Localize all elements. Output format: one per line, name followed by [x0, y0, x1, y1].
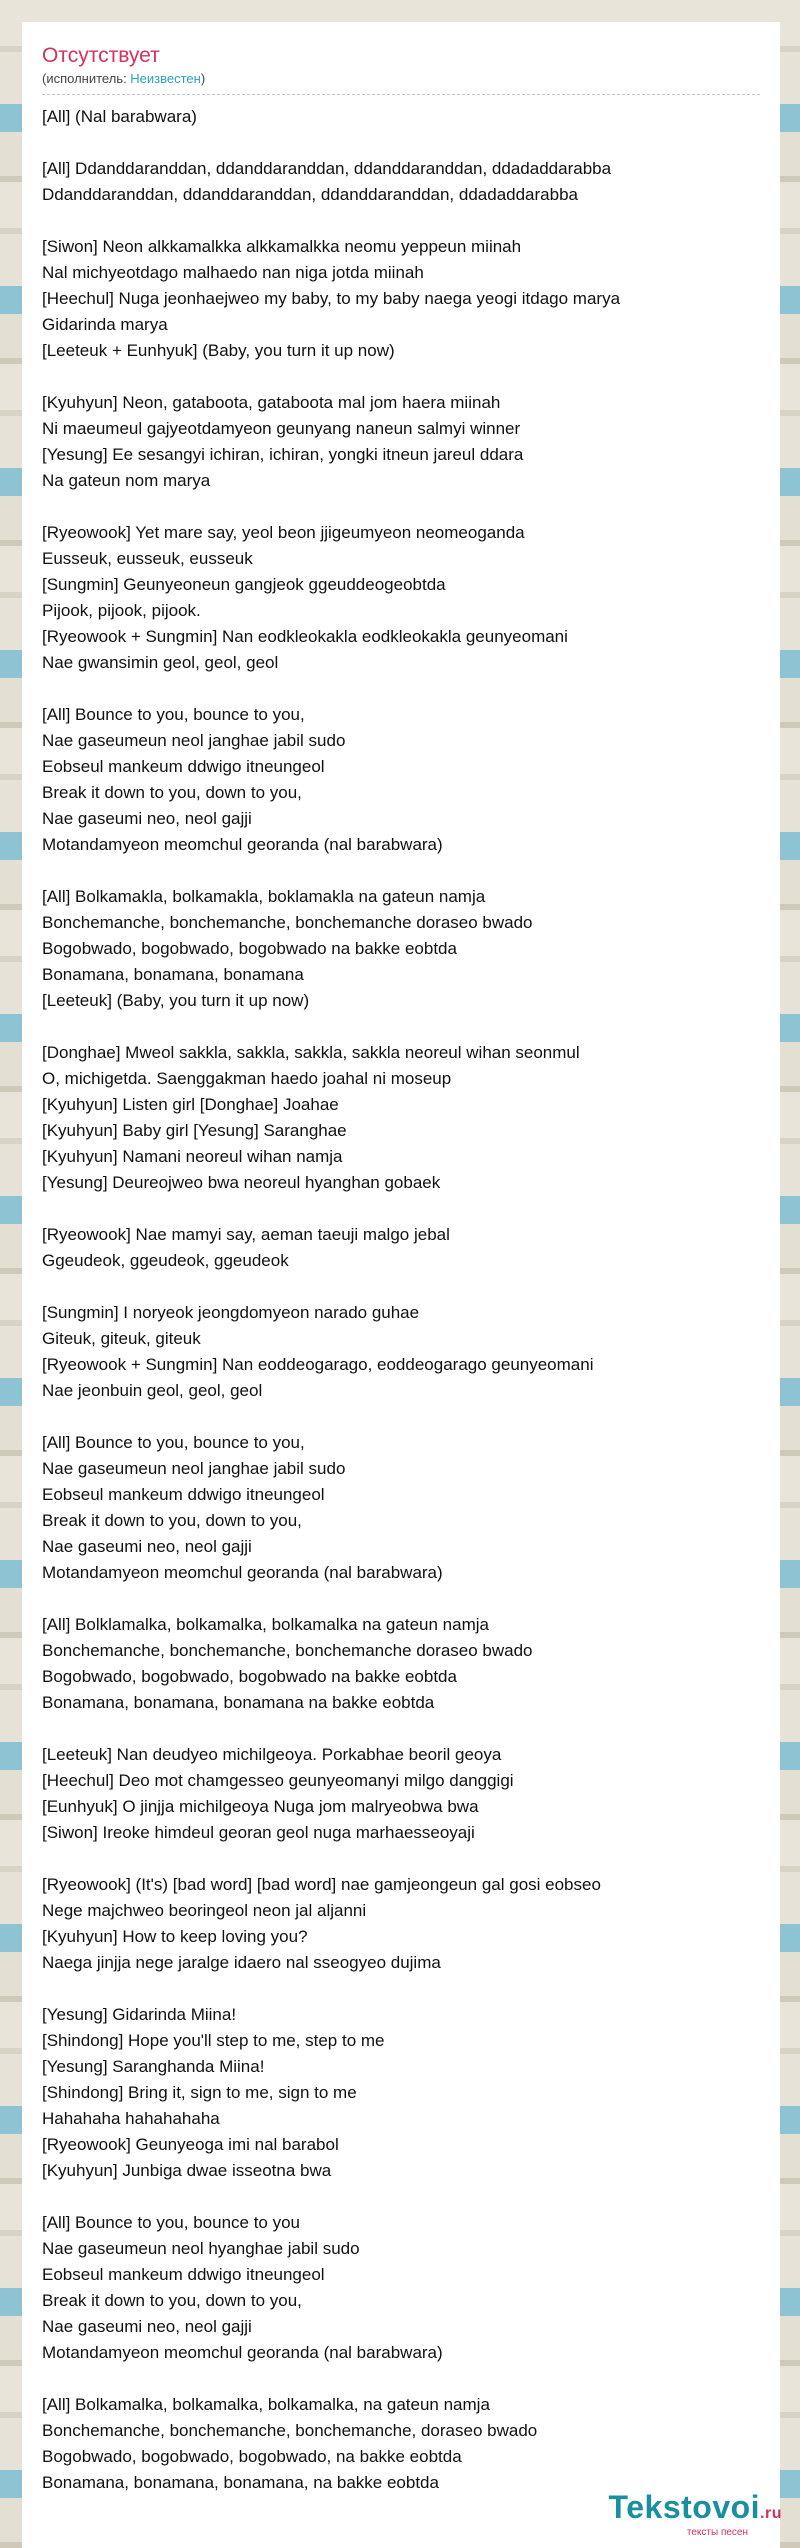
lyric-line: Motandamyeon meomchul georanda (nal barabwara) — [42, 1563, 443, 1582]
lyric-line: Ni maeumeul gajyeotdamyeon geunyang naneun salmyi winner — [42, 419, 521, 438]
lyric-line: [Ryeowook + Sungmin] Nan eodkleokakla eodkleokakla geunyeomani — [42, 627, 568, 646]
lyric-line: Bogobwado, bogobwado, bogobwado na bakke eobtda — [42, 939, 457, 958]
stanza-break — [42, 1586, 760, 1612]
lyric-line: Nege majchweo beoringeol neon jal aljanni — [42, 1901, 367, 1920]
lyric-line: [Kyuhyun] Listen girl [Donghae] Joahae — [42, 1095, 339, 1114]
artist-link[interactable]: Неизвестен — [130, 71, 201, 86]
lyric-line: Nal michyeotdago malhaedo nan niga jotda miinah — [42, 263, 424, 282]
lyric-line: [Ryeowook] (It's) [bad word] [bad word] nae gamjeongeun gal gosi eobseo — [42, 1875, 601, 1894]
watermark-brand-text: Tekstovoi — [608, 2489, 761, 2525]
lyric-line: [All] Bounce to you, bounce to you, — [42, 1433, 305, 1452]
lyric-line: [All] Bounce to you, bounce to you, — [42, 705, 305, 724]
stanza-break — [42, 858, 760, 884]
site-watermark-logo — [609, 2490, 782, 2538]
lyric-line: Nae gaseumeun neol janghae jabil sudo — [42, 1459, 346, 1478]
lyric-line: Bonamana, bonamana, bonamana, na bakke eobtda — [42, 2473, 439, 2492]
lyric-line: [All] (Nal barabwara) — [42, 107, 197, 126]
stanza-break — [42, 1274, 760, 1300]
stanza-break — [42, 1196, 760, 1222]
lyric-line: Nae gaseumi neo, neol gajji — [42, 809, 252, 828]
lyric-line: [Heechul] Deo mot chamgesseo geunyeomanyi milgo danggigi — [42, 1771, 514, 1790]
lyric-line: [Sungmin] I noryeok jeongdomyeon narado guhae — [42, 1303, 420, 1322]
lyric-line: [Yesung] Saranghanda Miina! — [42, 2057, 265, 2076]
lyric-line: [Eunhyuk] O jinjja michilgeoya Nuga jom malryeobwa bwa — [42, 1797, 479, 1816]
artist-line — [42, 71, 760, 95]
lyric-line: Eobseul mankeum ddwigo itneungeol — [42, 2265, 325, 2284]
lyric-line: [Leeteuk] Nan deudyeo michilgeoya. Porkabhae beoril geoya — [42, 1745, 502, 1764]
lyric-line: [Leeteuk] (Baby, you turn it up now) — [42, 991, 310, 1010]
lyric-line: [Kyuhyun] How to keep loving you? — [42, 1927, 308, 1946]
lyric-line: O, michigetda. Saenggakman haedo joahal ni moseup — [42, 1069, 452, 1088]
stanza-break — [42, 1014, 760, 1040]
lyric-line: Nae gaseumeun neol janghae jabil sudo — [42, 731, 346, 750]
stanza-break — [42, 1846, 760, 1872]
stanza-break — [42, 364, 760, 390]
watermark-tagline: тексты песен — [686, 2527, 748, 2538]
lyric-line: Giteuk, giteuk, giteuk — [42, 1329, 201, 1348]
stanza-break — [42, 2366, 760, 2392]
lyric-line: Gidarinda marya — [42, 315, 168, 334]
lyric-line: Naega jinjja nege jaralge idaero nal sseogyeo dujima — [42, 1953, 441, 1972]
lyric-line: [Leeteuk + Eunhyuk] (Baby, you turn it up now) — [42, 341, 395, 360]
lyric-line: Eusseuk, eusseuk, eusseuk — [42, 549, 253, 568]
lyric-line: [Yesung] Gidarinda Miina! — [42, 2005, 237, 2024]
lyric-line: [All] Bolklamalka, bolkamalka, bolkamalka na gateun namja — [42, 1615, 489, 1634]
lyric-line: [Siwon] Ireoke himdeul georan geol nuga marhaesseoyaji — [42, 1823, 475, 1842]
lyric-line: Motandamyeon meomchul georanda (nal barabwara) — [42, 835, 443, 854]
lyric-line: [Shindong] Hope you'll step to me, step to me — [42, 2031, 385, 2050]
lyric-line: Nae gaseumeun neol hyanghae jabil sudo — [42, 2239, 360, 2258]
lyric-line: Nae gaseumi neo, neol gajji — [42, 2317, 252, 2336]
lyric-line: [Ryeowook] Geunyeoga imi nal barabol — [42, 2135, 339, 2154]
lyric-line: Bonchemanche, bonchemanche, bonchemanche doraseo bwado — [42, 913, 533, 932]
watermark-tld: .ru — [760, 2505, 782, 2522]
lyric-line: Bonchemanche, bonchemanche, bonchemanche, doraseo bwado — [42, 2421, 538, 2440]
lyric-line: [Kyuhyun] Baby girl [Yesung] Saranghae — [42, 1121, 347, 1140]
lyric-line: [Ryeowook + Sungmin] Nan eoddeogarago, eoddeogarago geunyeomani — [42, 1355, 594, 1374]
lyric-line: [Shindong] Bring it, sign to me, sign to me — [42, 2083, 357, 2102]
stanza-break — [42, 676, 760, 702]
lyrics-body — [42, 104, 760, 2496]
lyric-line: Break it down to you, down to you, — [42, 1511, 302, 1530]
lyric-line: [Sungmin] Geunyeoneun gangjeok ggeuddeogeobtda — [42, 575, 446, 594]
lyric-line: Pijook, pijook, pijook. — [42, 601, 201, 620]
lyric-line: [Ryeowook] Yet mare say, yeol beon jjigeumyeon neomeoganda — [42, 523, 525, 542]
lyric-line: [Ryeowook] Nae mamyi say, aeman taeuji malgo jebal — [42, 1225, 450, 1244]
lyric-line: Eobseul mankeum ddwigo itneungeol — [42, 1485, 325, 1504]
lyric-line: [All] Bounce to you, bounce to you — [42, 2213, 301, 2232]
lyric-line: Bogobwado, bogobwado, bogobwado na bakke eobtda — [42, 1667, 457, 1686]
stanza-break — [42, 2184, 760, 2210]
lyric-line: Bonchemanche, bonchemanche, bonchemanche doraseo bwado — [42, 1641, 533, 1660]
artist-suffix: ) — [200, 71, 206, 86]
stanza-break — [42, 494, 760, 520]
lyric-line: Eobseul mankeum ddwigo itneungeol — [42, 757, 325, 776]
stanza-break — [42, 1404, 760, 1430]
watermark-brand — [609, 2490, 782, 2531]
lyric-line: [Heechul] Nuga jeonhaejweo my baby, to my baby naega yeogi itdago marya — [42, 289, 621, 308]
lyric-line: Ddanddaranddan, ddanddaranddan, ddanddaranddan, ddadaddarabba — [42, 185, 578, 204]
lyric-line: [All] Ddanddaranddan, ddanddaranddan, ddanddaranddan, ddadaddarabba — [42, 159, 612, 178]
lyric-line: [All] Bolkamakla, bolkamakla, boklamakla na gateun namja — [42, 887, 486, 906]
lyric-line: Nae gwansimin geol, geol, geol — [42, 653, 279, 672]
artist-prefix: (исполнитель: — [42, 71, 131, 86]
lyric-line: Bonamana, bonamana, bonamana — [42, 965, 304, 984]
song-title: Отсутствует — [42, 44, 160, 67]
lyric-line: Na gateun nom marya — [42, 471, 211, 490]
lyric-line: Bogobwado, bogobwado, bogobwado, na bakke eobtda — [42, 2447, 462, 2466]
lyric-line: [Donghae] Mweol sakkla, sakkla, sakkla, sakkla neoreul wihan seonmul — [42, 1043, 580, 1062]
lyric-line: Break it down to you, down to you, — [42, 2291, 302, 2310]
stanza-break — [42, 1716, 760, 1742]
lyric-line: Break it down to you, down to you, — [42, 783, 302, 802]
lyric-line: Bonamana, bonamana, bonamana na bakke eobtda — [42, 1693, 435, 1712]
lyric-line: [Yesung] Ee sesangyi ichiran, ichiran, yongki itneun jareul ddara — [42, 445, 524, 464]
lyric-line: [Yesung] Deureojweo bwa neoreul hyanghan gobaek — [42, 1173, 441, 1192]
stanza-break — [42, 208, 760, 234]
lyric-line: [Kyuhyun] Namani neoreul wihan namja — [42, 1147, 343, 1166]
lyric-line: Motandamyeon meomchul georanda (nal barabwara) — [42, 2343, 443, 2362]
lyric-line: Hahahaha hahahahaha — [42, 2109, 220, 2128]
lyric-line: [Kyuhyun] Junbiga dwae isseotna bwa — [42, 2161, 332, 2180]
lyric-line: [Siwon] Neon alkkamalkka alkkamalkka neomu yeppeun miinah — [42, 237, 522, 256]
stanza-break — [42, 130, 760, 156]
lyric-line: Nae gaseumi neo, neol gajji — [42, 1537, 252, 1556]
lyric-line: Nae jeonbuin geol, geol, geol — [42, 1381, 263, 1400]
lyric-line: [Kyuhyun] Neon, gataboota, gataboota mal jom haera miinah — [42, 393, 501, 412]
lyrics-card — [22, 22, 780, 2548]
stanza-break — [42, 1976, 760, 2002]
lyric-line: Ggeudeok, ggeudeok, ggeudeok — [42, 1251, 289, 1270]
lyric-line: [All] Bolkamalka, bolkamalka, bolkamalka, na gateun namja — [42, 2395, 490, 2414]
